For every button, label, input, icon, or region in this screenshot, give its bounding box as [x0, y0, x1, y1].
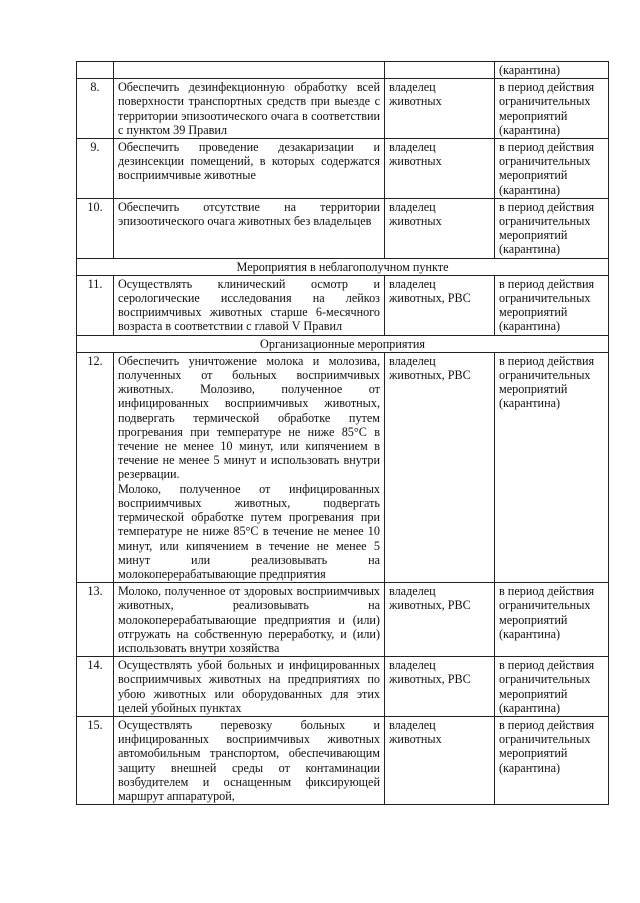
- measure-text: Осуществлять клинический осмотр и серологические исследования на лейкоз восприимчивых животных старше 6-месячного возраста в соответствии с главой V Правил: [114, 275, 385, 335]
- responsible: владелец животных, РВС: [385, 275, 495, 335]
- term: в период действия ограничительных мероприятий (карантина): [495, 275, 609, 335]
- responsible: владелец животных, РВС: [385, 657, 495, 717]
- table-row: [77, 583, 609, 657]
- row-number: 8.: [77, 79, 114, 139]
- table-row: [77, 657, 609, 717]
- row-number: [77, 62, 114, 79]
- term: в период действия ограничительных мероприятий (карантина): [495, 657, 609, 717]
- measure-text: Осуществлять убой больных и инфицированных восприимчивых животных на предприятиях по убою животных или оборудованных для этих целей убойных пунктах: [114, 657, 385, 717]
- measure-paragraph: Обеспечить уничтожение молока и молозива, полученных от больных восприимчивых животных. Молозиво, полученное от инфицированных восприимчивых животных, подвергать термической обработке путем прогревания при температуре не ниже 85°С в течение не менее 10 минут, или кипячением в течение не менее 5 минут и использовать внутри резервации.: [118, 353, 380, 482]
- table-row: [77, 139, 609, 199]
- row-number: 15.: [77, 716, 114, 804]
- section-title: Мероприятия в неблагополучном пункте: [77, 258, 609, 275]
- row-number: 11.: [77, 275, 114, 335]
- responsible: [385, 62, 495, 79]
- measure-text: [114, 62, 385, 79]
- measure-text: Обеспечить проведение дезакаризации и дезинсекции помещений, в которых содержатся восприимчивые животные: [114, 139, 385, 199]
- responsible: владелец животных: [385, 139, 495, 199]
- measure-text: [114, 352, 385, 582]
- responsible: владелец животных: [385, 79, 495, 139]
- row-number: 9.: [77, 139, 114, 199]
- table-row: [77, 275, 609, 335]
- responsible: владелец животных: [385, 716, 495, 804]
- section-header-row: [77, 258, 609, 275]
- term: в период действия ограничительных мероприятий (карантина): [495, 79, 609, 139]
- section-header-row: [77, 335, 609, 352]
- responsible: владелец животных, РВС: [385, 352, 495, 582]
- row-number: 10.: [77, 198, 114, 258]
- term: в период действия ограничительных мероприятий (карантина): [495, 352, 609, 582]
- term: в период действия ограничительных мероприятий (карантина): [495, 198, 609, 258]
- measure-paragraph: Молоко, полученное от инфицированных восприимчивых животных, подвергать термической обработке путем прогревания при температуре не ниже 85°С в течение не менее 10 минут, или кипячением в течение не менее 5 минут или реализовывать на молокоперерабатывающие предприятия: [118, 481, 380, 581]
- table-row: [77, 79, 609, 139]
- table-row: [77, 716, 609, 804]
- measure-text: Обеспечить отсутствие на территории эпизоотического очага животных без владельцев: [114, 198, 385, 258]
- term: в период действия ограничительных мероприятий (карантина): [495, 716, 609, 804]
- responsible: владелец животных: [385, 198, 495, 258]
- row-number: 12.: [77, 352, 114, 582]
- measure-text: Молоко, полученное от здоровых восприимчивых животных, реализовывать на молокоперерабатывающие предприятия и (или) отгружать на собственную переработку, и (или) использовать внутри хозяйства: [114, 583, 385, 657]
- term: в период действия ограничительных мероприятий (карантина): [495, 139, 609, 199]
- responsible: владелец животных, РВС: [385, 583, 495, 657]
- measure-text: Обеспечить дезинфекционную обработку всей поверхности транспортных средств при выезде с территории эпизоотического очага в соответствии с пунктом 39 Правил: [114, 79, 385, 139]
- row-number: 13.: [77, 583, 114, 657]
- term: (карантина): [495, 62, 609, 79]
- table-row: [77, 352, 609, 582]
- measures-table: [76, 61, 609, 805]
- term: в период действия ограничительных мероприятий (карантина): [495, 583, 609, 657]
- measure-text: Осуществлять перевозку больных и инфицированных восприимчивых животных автомобильным транспортом, обеспечивающим защиту внешней среды от контаминации возбудителем и оснащенным фиксирующей маршрут аппаратурой,: [114, 716, 385, 804]
- row-number: 14.: [77, 657, 114, 717]
- table-row: [77, 198, 609, 258]
- continuation-row: [77, 62, 609, 79]
- section-title: Организационные мероприятия: [77, 335, 609, 352]
